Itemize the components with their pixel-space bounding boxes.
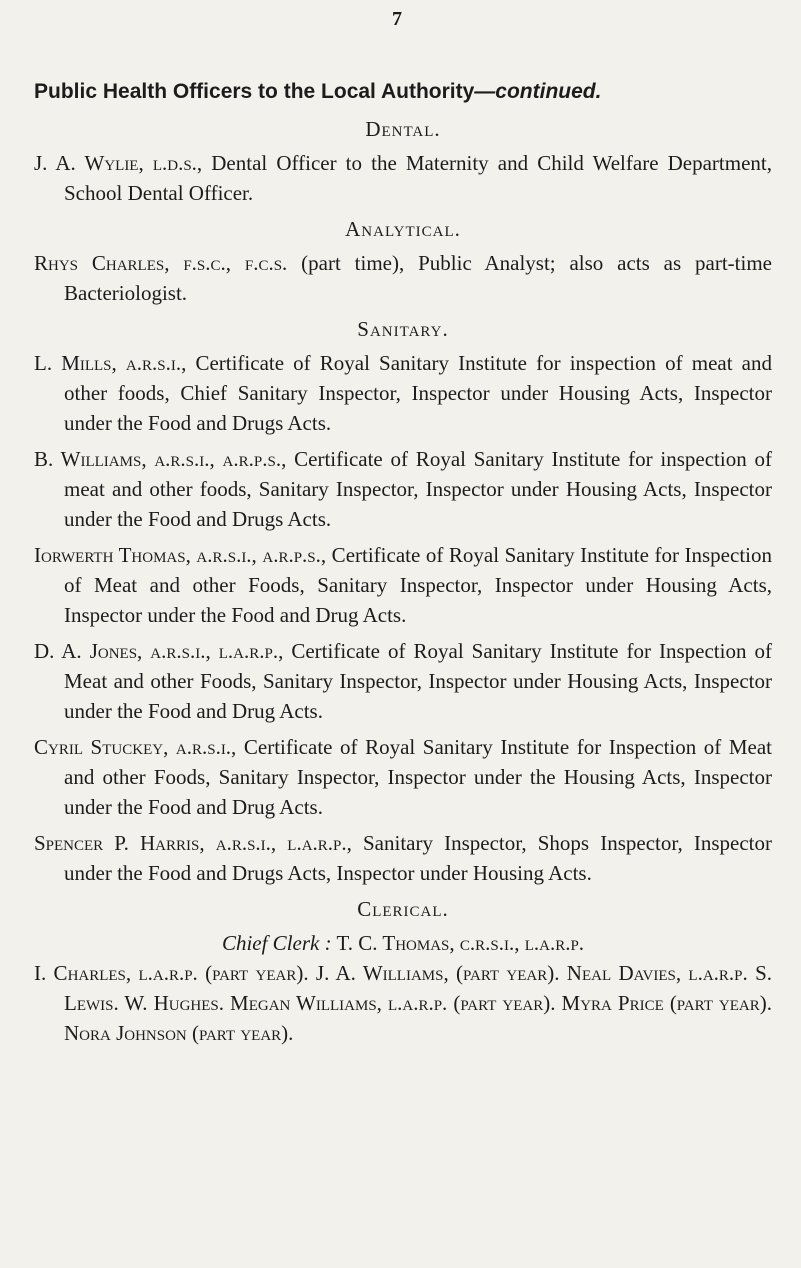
document-body xyxy=(34,114,772,1054)
clerical-staff-list: I. Charles, l.a.r.p. (part year). J. A. Williams, (part year). Neal Davies, l.a.r.p. S. Lewis. W. Hughes. Megan Williams, l.a.r.p. (part year). Myra Price (part year). Nora Johnson (part year). xyxy=(34,961,772,1045)
officer-name: D. A. Jones xyxy=(34,639,138,663)
entry-sanitary-officer xyxy=(34,540,772,630)
officer-name: Rhys Charles xyxy=(34,251,165,275)
entry-dental-officer xyxy=(34,148,772,208)
section-title-analytical: Analytical. xyxy=(345,217,461,241)
officer-name: B. Williams xyxy=(34,447,142,471)
section-title-sanitary: Sanitary. xyxy=(357,317,449,341)
entry-sanitary-officer xyxy=(34,828,772,888)
officer-qualifications: , a.r.s.i., l.a.r.p., xyxy=(199,831,352,855)
entry-sanitary-officer xyxy=(34,348,772,438)
entry-sanitary-officer xyxy=(34,732,772,822)
chief-clerk-label: Chief Clerk : xyxy=(221,931,332,955)
officer-qualifications: , a.r.s.i., l.a.r.p., xyxy=(137,639,284,663)
officer-qualifications: , a.r.s.i., a.r.p.s., xyxy=(141,447,287,471)
officer-name: J. A. Wylie xyxy=(34,151,139,175)
officer-description: (part time), Public Analyst; also acts as part-time Bacteriologist. xyxy=(64,251,772,305)
entry-public-analyst xyxy=(34,248,772,308)
chief-clerk-line xyxy=(34,928,772,958)
officer-description: Certificate of Royal Sanitary Institute for inspection of meat and other foods, Sanitary Inspector, Inspector under Housing Acts, Inspector under the Food and Drugs Acts. xyxy=(64,447,773,531)
heading-continued: —continued. xyxy=(474,80,602,103)
officer-description: Certificate of Royal Sanitary Institute for Inspection of Meat and other Foods, Sanitary Inspector, Inspector under Housing Acts, Inspector under the Food and Drug Acts. xyxy=(64,639,772,723)
officer-name: Iorwerth Thomas xyxy=(34,543,186,567)
chief-clerk-name: T. C. Thomas, c.r.s.i., l.a.r.p. xyxy=(331,931,585,955)
officer-name: L. Mills xyxy=(34,351,112,375)
heading-main: Public Health Officers to the Local Authority xyxy=(34,80,475,103)
officer-qualifications: , a.r.s.i., a.r.p.s., xyxy=(185,543,327,567)
section-title-dental: Dental. xyxy=(365,117,441,141)
officer-description: Sanitary Inspector, Shops Inspector, Inspector under the Food and Drugs Acts, Inspector under Housing Acts. xyxy=(64,831,772,885)
officer-description: Certificate of Royal Sanitary Institute for inspection of meat and other foods, Chief Sanitary Inspector, Inspector under Housing Acts, Inspector under the Food and Drugs Acts. xyxy=(64,351,772,435)
entry-sanitary-officer xyxy=(34,636,772,726)
officer-qualifications: , f.s.c., f.c.s. xyxy=(164,251,288,275)
officer-description: Dental Officer to the Maternity and Child Welfare Department, School Dental Officer. xyxy=(64,151,772,205)
officer-qualifications: , a.r.s.i., xyxy=(163,735,237,759)
officer-name: Spencer P. Harris xyxy=(34,831,200,855)
officer-name: Cyril Stuckey xyxy=(34,735,164,759)
page-number: 7 xyxy=(392,8,402,30)
officer-qualifications: , a.r.s.i., xyxy=(111,351,187,375)
officer-description: Certificate of Royal Sanitary Institute for Inspection of Meat and other Foods, Sanitary Inspector, Inspector under Housing Acts, Inspector under the Food and Drug Acts. xyxy=(64,543,772,627)
officer-qualifications: , l.d.s., xyxy=(138,151,203,175)
page-heading xyxy=(34,80,774,104)
section-title-clerical: Clerical. xyxy=(357,897,449,921)
entry-sanitary-officer xyxy=(34,444,772,534)
officer-description: Certificate of Royal Sanitary Institute for Inspection of Meat and other Foods, Sanitary Inspector, Inspector under the Housing Acts, Inspector under the Food and Drug Acts. xyxy=(64,735,772,819)
